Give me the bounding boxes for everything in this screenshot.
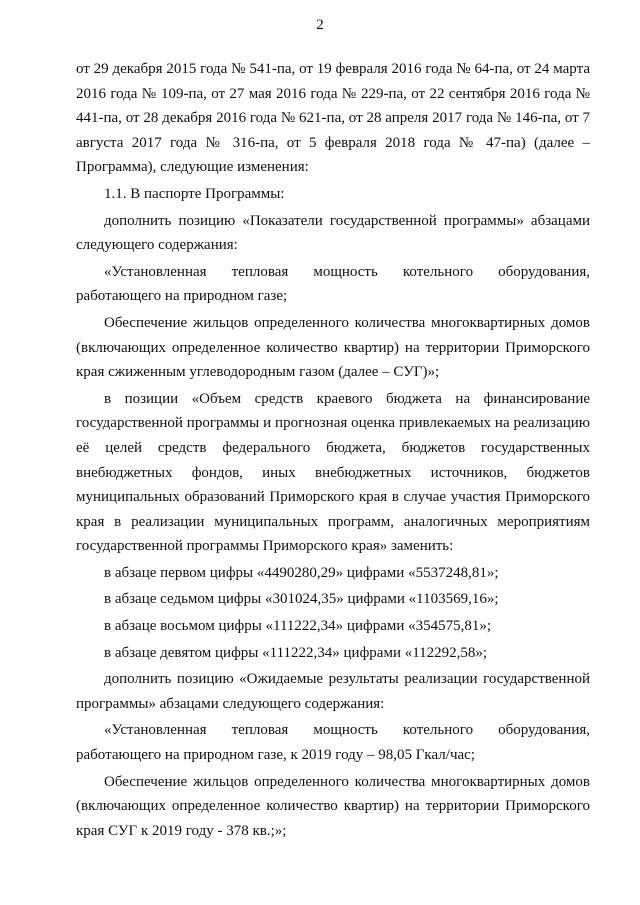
paragraph-add-indicators: дополнить позицию «Показатели государственной программы» абзацами следующего содержания: <box>76 212 590 254</box>
paragraph-budget-position: в позиции «Объем средств краевого бюджета на финансирование государственной программы и прогнозная оценка привлекаемых на реализацию её целей средств федерального бюджета, бюджетов государственных внебюджетных фондов, иных внебюджетных источников, бюджетов муниципальных образований Приморского края в случае участия Приморского края в реализации муниципальных программ, аналогичных мероприятиям государственной программы Приморского края» заменить: <box>76 390 590 555</box>
page-number: 2 <box>316 17 324 33</box>
paragraph-add-results: дополнить позицию «Ожидаемые результаты реализации государственной программы» абзацами следующего содержания: <box>76 671 590 712</box>
paragraph-heat-capacity-result: «Установленная тепловая мощность котельного оборудования, работающего на природном газе, к 2019 году – 98,05 Гкал/час; <box>76 722 590 764</box>
paragraph-replace-ninth: в абзаце девятом цифры «111222,34» цифрами «112292,58»; <box>104 644 488 661</box>
paragraph-replace-eighth: в абзаце восьмом цифры «111222,34» цифрами «354575,81»; <box>104 618 492 635</box>
paragraph-lpg-supply-result: Обеспечение жильцов определенного количества многоквартирных домов (включающих определенное количество квартир) на территории Приморского края СУГ к 2019 году - 378 кв.;»; <box>76 773 590 839</box>
paragraph-section-1-1: 1.1. В паспорте Программы: <box>104 185 285 202</box>
paragraph-replace-first: в абзаце первом цифры «4490280,29» цифрами «5537248,81»; <box>104 564 499 581</box>
paragraph-replace-seventh: в абзаце седьмом цифры «301024,35» цифрами «1103569,16»; <box>104 591 499 608</box>
document-body <box>76 57 590 843</box>
paragraph-resolutions-list: от 29 декабря 2015 года № 541-па, от 19 февраля 2016 года № 64-па, от 24 марта 2016 года № 109-па, от 27 мая 2016 года № 229-па, от 22 сентября 2016 года № 441-па, от 28 декабря 2016 года № 621-па, от 28 апреля 2017 года № 146-па, от 7 августа 2017 года № 316-па, от 5 февраля 2018 года № 47-па) (далее – Программа), следующие изменения: <box>76 61 590 176</box>
paragraph-heat-capacity: «Установленная тепловая мощность котельного оборудования, работающего на природном газе; <box>76 263 590 305</box>
paragraph-lpg-supply: Обеспечение жильцов определенного количества многоквартирных домов (включающих определенное количество квартир) на территории Приморского края сжиженным углеводородным газом (далее – СУГ)»; <box>76 314 590 381</box>
